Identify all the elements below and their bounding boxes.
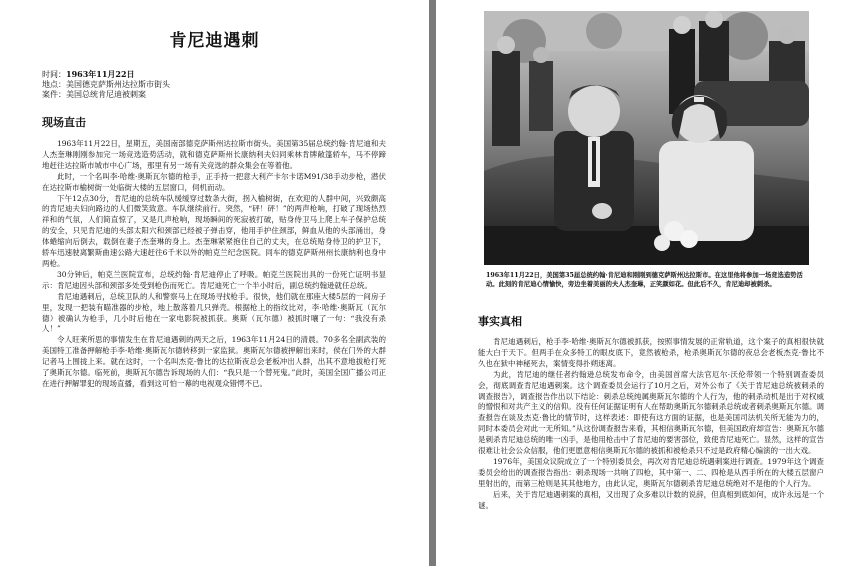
case-metadata xyxy=(42,69,170,100)
paragraph: 令人旺莱所思的事情发生在肯尼迪遇刺的两天之后，1963年11月24日的清晨。70多名全副武装的美国特工准备押解枪手李·哈维·奥斯瓦尔德转移到一家监狱。奥斯瓦尔德被押解出来时，侯在门外的大群记者马上围拢上来。就在这时，一个名叫杰克·鲁比的达拉斯夜总会老板冲出人群，出其不意地拔枪打死了奥斯瓦尔德。临死前，奥斯瓦尔德告诉现场的人们：“我只是一个替死鬼。”此时，美国全国广播公司正在进行押解罪犯的现场直播，看到这可怕一幕的电视观众错愕不已。 xyxy=(42,335,386,388)
meta-time xyxy=(42,69,170,80)
truth-body xyxy=(478,337,824,562)
paragraph: 为此，肯尼迪的继任者约翰逊总统发布命令，由美国首席大法官厄尔·沃伦带领一个特别调查委员会，彻底调查肯尼迪遇刺案。这个调查委员会运行了10月之后，对外公布了《关于肯尼迪总统被刺杀的调查报告》，调查报告作出以下结论：刺杀总统纯属奥斯瓦尔德的个人行为，他的刺杀动机是出于对权威的憎恨和对共产主义的信仰。没有任何证据证明有人在帮助奥斯瓦尔德刺杀总统或者刺杀奥斯瓦尔德。调查报告在谈及杰克·鲁比的情节时，这样表述：即使有这方面的证据，也是美国司法机关所无能为力的，同时本委员会对此一无所知。”从这份调查报告来看，其相信奥斯瓦尔德，但美国政府却宣告：奥斯瓦尔德是刺杀肯尼迪总统的唯一凶手，是他用枪击中了肯尼迪的要害部位，致使肯尼迪死亡。显然，这样的宣告很难让社会公众信服，他们更愿意相信奥斯瓦尔德的被抓和被枪杀只不过是政府精心编演的一出大戏。 xyxy=(478,369,824,456)
left-page xyxy=(0,0,429,566)
paragraph: 此时，一个名叫李·哈维·奥斯瓦尔德的枪手，正手持一把意大利产卡尔卡诺M91/38手动步枪，潜伏在达拉斯市榆树街一处临街大楼的五层窗口，伺机而动。 xyxy=(42,171,386,192)
paragraph: 1963年11月22日，星期五，美国南部德克萨斯州达拉斯市街头。美国第35届总统约翰·肯尼迪和夫人杰奎琳刚刚参加完一场竞选造势活动，就和德克萨斯州长康纳利夫妇同乘林肯牌敞篷轿车，马不停蹄地赶往达拉斯市城市中心广场，那里有另一场有关竞选的群众集会在等着他。 xyxy=(42,139,386,170)
section-heading-truth: 事实真相 xyxy=(478,315,522,328)
page-title: 肯尼迪遇刺 xyxy=(169,31,260,51)
photo-caption: 1963年11月22日，美国第35届总统约翰·肯尼迪和刚刚到德克萨斯州达拉斯市。在这里他将参加一场竞选造势活动。此刻的肯尼迪心情愉快，旁边坐着美丽的夫人杰奎琳，正笑颜如花。但此后不久，肯尼迪却被刺杀。 xyxy=(486,272,803,288)
article-body xyxy=(42,139,386,559)
motorcade-photo xyxy=(484,11,809,265)
paragraph: 后来，关于肯尼迪遇刺案的真相，又出现了众多难以计数的说辞，但真相到底如何，成许永远是一个谜。 xyxy=(478,489,824,510)
meta-time-label: 时间： xyxy=(42,70,66,79)
section-heading: 现场直击 xyxy=(42,116,86,129)
right-page xyxy=(436,0,861,566)
photo-illustration xyxy=(484,11,809,265)
paragraph: 肯尼迪遇刺后，总统卫队的人和警察马上在现场寻找枪手。很快，他们就在那座大楼5层的一间房子里，发现一把装有瞄准器的步枪，地上散落着几只弹壳。根据枪上的指纹比对，李·哈维·奥斯瓦（瓦尔德）被确认为枪手，几小时后他在一家电影院被抓获。奥斯（瓦尔德）被抓时嚷了一句：“我没有杀人！” xyxy=(42,291,386,334)
paragraph: 下午12点30分，肯尼迪的总统车队缓缓穿过数条大街，拐入榆树街，在欢迎的人群中间，兴致颇高的肯尼迪夫妇向路边的人们微笑致意。车队继续前行。突然，“砰！砰！”的两声枪响，打破了现场热烈祥和的气氛，人们简直惊了，又是几声枪响，现场瞬间的死寂被打破，贴身侍卫马上爬上车子保护总统的安全，只见肯尼迪的头部太阳穴和颈部已经被子弹击穿，他用手护住颈部，鲜血从他的头部涌出，身体蜷缩向后倒去，载倒在妻子杰奎琳的身上。杰奎琳紧紧抱住自己的丈夫，在总统贴身侍卫的护卫下，轿车迅速驶离繁斯曲速公路大速赶往6千米以外的帕克兰纪念医院。同车的德克萨斯州州长康纳利也身中两枪。 xyxy=(42,193,386,268)
meta-case: 案件：美国总统肯尼迪被刺案 xyxy=(42,90,146,99)
paragraph: 肯尼迪遇刺后，枪手李·哈维·奥斯瓦尔德被抓获，按照事情发展的正常轨道，这个案子的真相很快就能大白于天下。但两手在众多特工的眼皮底下，竟然被枪杀，枪杀奥斯瓦尔德的夜总会老板杰克·鲁比不久也在狱中神秘死去，案情变得扑朔迷离。 xyxy=(478,337,824,368)
paragraph: 1976年，美国众议院成立了一个特别委员会，再次对肯尼迪总统遇刺案进行调查。1979年这个调查委员会给出的调查报告指出：刺杀现场一共响了四枪，其中第一、二、四枪是从西手所在的大楼五层窗户里射出的，而第三枪则是其其他地方，由此认定，奥斯瓦尔德刺杀肯尼迪总统绝对不是他的个人行为。 xyxy=(478,456,824,488)
paragraph: 30分钟后，帕克兰医院宣布，总统约翰·肯尼迪停止了呼吸。帕克兰医院出具的一份死亡证明书显示：肯尼迪因头部和颈部多处受到枪伤而死亡。肯尼迪死亡一个半小时后，副总统约翰逊就任总统。 xyxy=(42,269,386,290)
meta-place: 地点：美国德克萨斯州达拉斯市街头 xyxy=(42,80,170,89)
meta-time-value: 1963年11月22日 xyxy=(66,69,135,79)
